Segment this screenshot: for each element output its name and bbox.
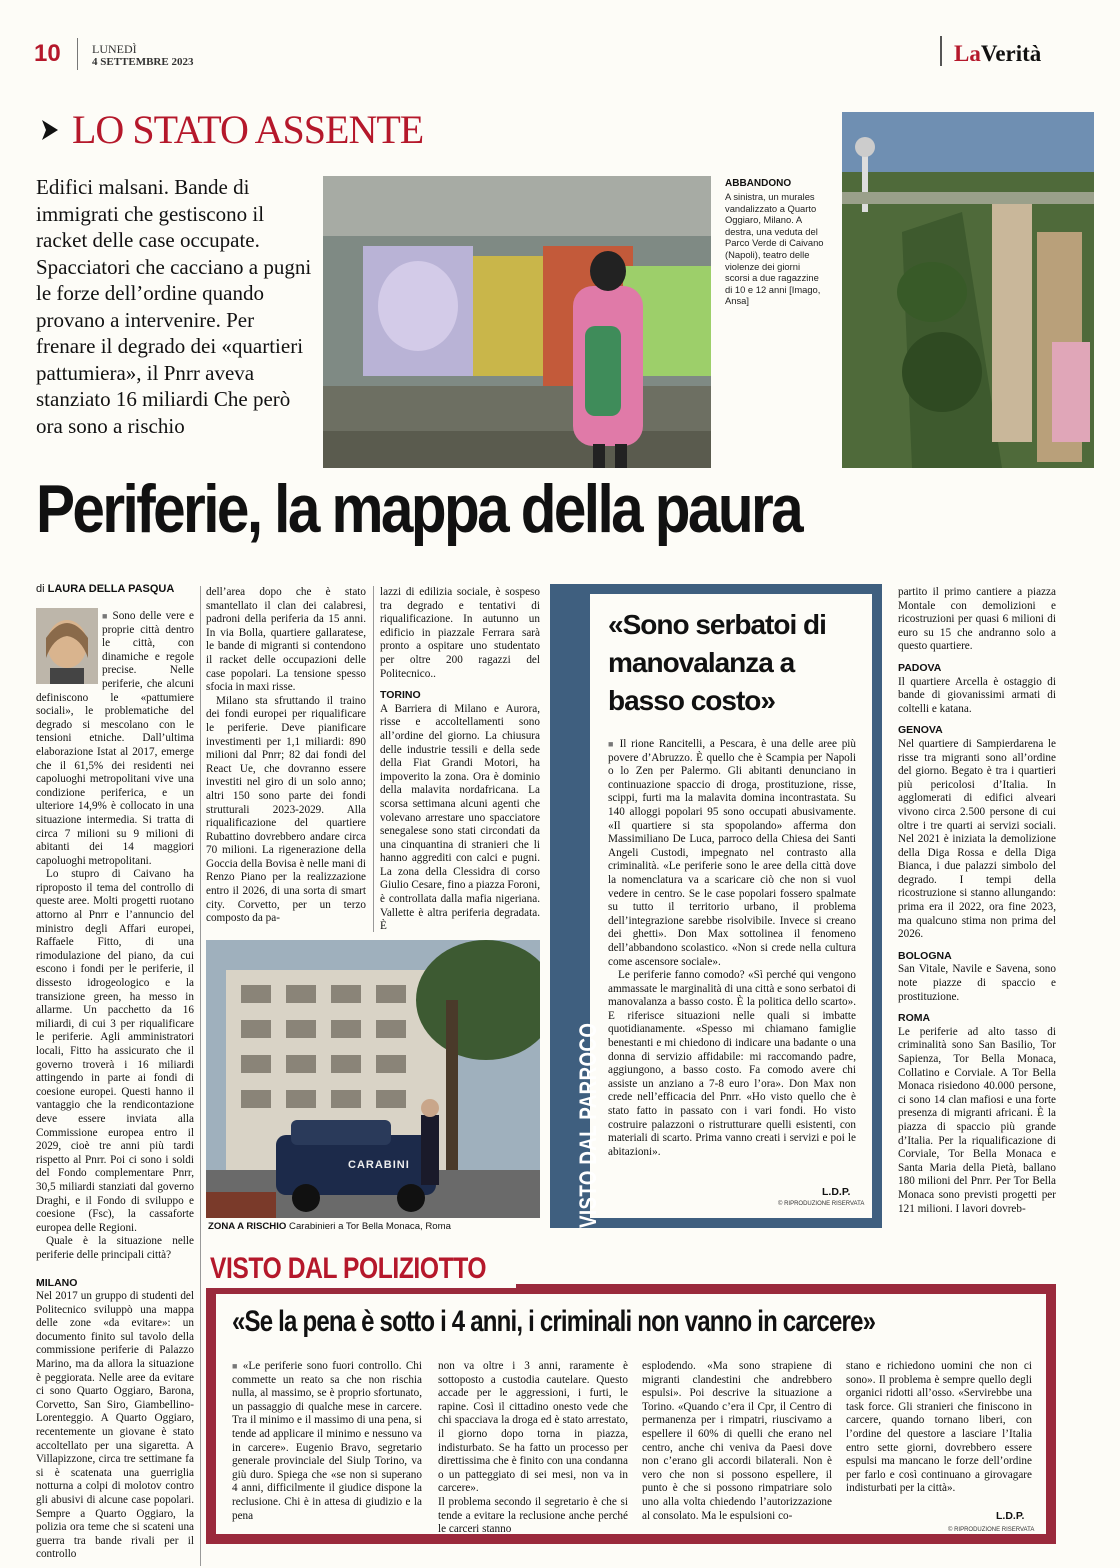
sidebar-parroco-headline: «Sono serbatoi di manovalanza a basso costo» <box>608 609 826 716</box>
box-poliziotto-c3: esplodendo. «Ma sono strapiene di migranti clandestini che andrebbero espulsi». Poi descrive la situazione a Torino. «Quando c’era il Cpr, il Centro di permanenza per i rimpatri, riuscivamo a espellere il 60% di quelli che erano nel centro, anche chi veniva da Paesi dove non c’erano gli accordi bilaterali. Non è vero che non si possono espellere, il punto è che si possono rimpatriare solo uno alla volta chiedendo l’autorizzazione al consolato. Ma le espulsioni co- <box>642 1360 832 1522</box>
sidebar-parroco-copyright: © RIPRODUZIONE RISERVATA <box>778 1201 865 1207</box>
article-col-right <box>898 586 1056 1238</box>
byline-prefix: di <box>36 583 45 595</box>
box-poliziotto-headline: «Se la pena è sotto i 4 anni, i criminali non vanno in carcere» <box>232 1305 876 1338</box>
logo-la: La <box>954 41 981 66</box>
milano-text: Nel 2017 un gruppo di studenti del Politecnico sviluppò una mappa delle zone «da evitare»: un documento finito sul tavolo della commissione periferie di Palazzo Marino, ma da allora la situazione è peggiorata. Nelle aree da evitare ci sono Quarto Oggiaro, Barona, Corvetto, San Siro, Giambellino-Lorenteggio. A Quarto Oggiaro, recentemente un giovane è stato accoltellato per una sigaretta. A Villapizzone, circa tre settimane fa si è scatenata una guerriglia notturna a colpi di molotov contro gli abusivi di alcune case popolari. Sempre a Quarto Oggiaro, la polizia ora teme che si scateni una guerra tra bande rivali per il controllo <box>36 1290 194 1561</box>
article-col3-p1: lazzi di edilizia sociale, è sospeso tra degrado e tentativi di riqualificazione. In autunno un edificio in piazzale Ferrara sarà pronto a ospitare uno studentato per oltre 200 ragazzi del Politecnico.. <box>380 586 540 680</box>
photo-parco-verde-caivano <box>842 112 1094 468</box>
sidebar-parroco-p2: Le periferie fanno comodo? «Sì perché qui vengono ammassate le marginalità di una città e sono serbatoi di manovalanza a basso costo. È la politica dello scarto». E riferisce situazioni nelle quali si imbatte quotidianamente. «Spesso mi chiamano famiglie benestanti e mi chiedono di indicare una badante o una donna di servizio affidabile: mi raccomando padre, aggiungono, a basso costo. Fa comodo avere chi assiste un anziano a 7-8 euro l’ora». Don Max non crede nell’efficacia del Pnrr. «Ho visto quello che è stato fatto in passato con i vari fondi. Ho visto costruire palazzoni o ristrutturare quelli esistenti, con materiali di scarto. Prima vanno creati i servizi e poi le abitazioni». <box>608 969 856 1158</box>
bologna-text: San Vitale, Navile e Savena, sono note piazze di spaccio e prostituzione. <box>898 963 1056 1003</box>
torino-label: TORINO <box>380 689 421 702</box>
photo3-caption-text: Carabinieri a Tor Bella Monaca, Roma <box>289 1221 451 1232</box>
padova-label: PADOVA <box>898 661 942 674</box>
sidebar-parroco-vertical-label: VISTO DAL PARROCO <box>575 1022 602 1228</box>
box-poliziotto-label: VISTO DAL POLIZIOTTO <box>210 1252 487 1285</box>
photo-tor-bella-monaca <box>206 940 540 1218</box>
genova-label: GENOVA <box>898 724 943 737</box>
box-poliziotto-c1: ■ «Le periferie sono fuori controllo. Chi commette un reato sa che non rischia nulla, al massimo, se è proprio sfortunato, un passaggio di qualche mese in carcere. Tra il minimo e il massimo di una pena, si tende ad applicare il minimo e nessuno va in carcere». Eugenio Bravo, segretario generale provinciale del Siulp Torino, va giù duro. Spiega che «se non si superano 4 anni, difficilmente il giudice dispone la reclusione. Chi è in attesa di giudizio e la pena <box>232 1360 422 1523</box>
article-col1-p1: ■ Sono delle vere e proprie città dentro le città, con dinamiche e regole precise. Nelle periferie, che alcuni definiscono le «pattumiere sociali», le problematiche del degrado si mescolano con le tensioni etniche. Dall’ultima elaborazione Istat al 2017, emerge che il 61,5% dei residenti nei capoluoghi metropolitani vive una condizione periferica, e un ulteriore 14,9% è collocato in una situazione intermedia. Si tratta di circa 7 milioni su 9 milioni di abitanti dei 14 maggiori capoluoghi metropolitani. <box>36 610 194 868</box>
photo3-van-lettering: CARABINI <box>348 1159 410 1171</box>
header-date: 4 SETTEMBRE 2023 <box>92 56 194 68</box>
logo-divider <box>940 36 942 66</box>
article-col1-p3: Quale è la situazione nelle periferie delle principali città? <box>36 1235 194 1261</box>
article-col-1 <box>36 610 194 1568</box>
photo-mural-quarto-oggiaro <box>323 176 711 468</box>
photo3-caption <box>208 1221 451 1232</box>
box-poliziotto-col-1 <box>232 1360 422 1538</box>
box-poliziotto-col-4 <box>846 1360 1032 1510</box>
box-poliziotto-col-2 <box>438 1360 628 1538</box>
article-col-2 <box>206 586 366 931</box>
torino-text: A Barriera di Milano e Aurora, risse e accoltellamenti sono all’ordine del giorno. La chiusura delle industrie tessili e della sede della Fiat Grandi Motori, ha impoverito la zona. Ora è dominio della malavita nordafricana. La scorsa settimana alcuni agenti che volevano arrestare uno spacciatore senegalese sono stati circondati da una cinquantina di stranieri che li hanno aggrediti con calci e pugni. La zona della Clessidra di corso Giulio Cesare, fino a piazza Foroni, è controllata dalla mafia nigeriana. Vallette è altra periferia degradata. È <box>380 702 540 931</box>
byline-author: LAURA DELLA PASQUA <box>47 583 175 595</box>
bologna-label: BOLOGNA <box>898 949 952 962</box>
milano-label: MILANO <box>36 1276 78 1289</box>
photo-caption-text: A sinistra, un murales vandalizzato a Quarto Oggiaro, Milano. A destra, una veduta del Parco Verde di Caivano (Napoli), teatro delle violenze dei giorni scorsi a due ragazzine di 10 e 12 anni [Imago, Ansa] <box>725 191 824 307</box>
sidebar-parroco-signature: L.D.P. <box>822 1186 851 1198</box>
box-poliziotto-copyright: © RIPRODUZIONE RISERVATA <box>948 1527 1035 1533</box>
section-title: LO STATO ASSENTE <box>72 107 424 152</box>
article-col2-p2: Milano sta sfruttando il traino dei fondi europei per riqualificare le periferie. Deve pianificare investimenti per 1,1 miliardi: 890 milioni dal Pnrr; 82 dai fondi del React Ue, che dovranno essere investiti nel giro di un solo anno; altri 150 sono parte dei fondi strutturali 2023-2029. Alla riqualificazione del quartiere Rubattino dovrebbero andare circa 70 milioni. La rigenerazione della Goccia della Bovisa è nelle mani di Renzo Piano per la realizzazione entro il 2026, di una sorta di smart city. Corvetto, per un terzo composto da pa- <box>206 694 366 925</box>
right-col-p0: partito il primo cantiere a piazza Montale con demolizioni e ricostruzioni per quasi 6 milioni di euro su 15 che andranno solo a questo quartiere. <box>898 586 1056 653</box>
roma-text: Le periferie ad alto tasso di criminalità sono San Basilio, Tor Sapienza, Tor Bella Monaca, Collatino e Corviale. A Tor Bella Monaca risiedono 40.000 persone, ci sono 14 clan mafiosi e una forte presenza di migranti africani. È la piazza di spaccio più grande d’Italia. Per la riqualificazione di Corviale, Tor Bella Monaca e Santa Maria della Pietà, ballano 180 milioni del Pnrr. Per Tor Bella Monaca sono previsti progetti per 121 milioni. I lavori dovreb- <box>898 1025 1056 1215</box>
logo-verita: Verità <box>980 41 1042 66</box>
page-number: 10 <box>34 40 61 67</box>
article-col2-p1: dell’area dopo che è stato smantellato il clan dei calabresi, padroni della periferia da 15 anni. In via Bolla, quartiere gallaratese, le bande di migranti si contendono il racket delle occupazioni delle case popolari. La tensione spesso sfocia in maxi risse. <box>206 586 366 694</box>
article-col1-p2: Lo stupro di Caivano ha riproposto il tema del controllo di queste aree. Molti progetti ruotano attorno al Pnrr e l’annuncio del ministro degli Affari europei, Raffaele Fitto, di una rimodulazione del piano, da cui escono i fondi per le periferie, il dissesto idrogeologico e la transizione green, ha messo in allarme. Un pacchetto da 16 miliardi, di cui 3 per riqualificare le periferie. Agli amministratori locali, Fitto ha assicurato che il governo troverà i 16 miliardi attingendo in parte ai fondi di coesione europei. Questi hanno il vantaggio che la rendicontazione deve essere inviata alla Commissione europea entro il 2029, cioè tre anni più tardi rispetto al Pnrr. Poi ci sono i soldi del Fondo complementare Pnrr, 30,5 miliardi stanziati dal governo Draghi, e il Fondo di sviluppo e coesione (Fsc), la cassaforte europea delle Regioni. <box>36 868 194 1234</box>
photo-caption-label: ABBANDONO <box>725 178 792 189</box>
column-rule <box>200 586 201 1566</box>
photo3-caption-label: ZONA A RISCHIO <box>208 1221 287 1232</box>
roma-label: ROMA <box>898 1012 931 1025</box>
box-poliziotto-col-3 <box>642 1360 832 1538</box>
byline <box>36 583 174 595</box>
box-poliziotto-c2: non va oltre i 3 anni, raramente è sottoposto a custodia cautelare. Questo accade per le aggressioni, i furti, le rapine. Così il cittadino onesto vede che chi spacciava la droga ed è stato arrestato, il giorno dopo torna in piazza, indisturbato. Se ha fatto un processo per direttissima che è finito con una condanna o un patteggiato di sei mesi, non va in carcere». Il problema secondo il segretario è che si tende a evitare la reclusione anche perché le carceri stanno <box>438 1360 628 1536</box>
section-arrow-icon <box>38 118 62 142</box>
main-headline: Periferie, la mappa della paura <box>36 471 802 547</box>
sidebar-parroco-p1: ■ Il rione Rancitelli, a Pescara, è una delle aree più povere d’Abruzzo. È quello che è Scampia per Napoli o lo Zen per Palermo. Gli abitanti denunciano in continuazione spaccio di droga, prostituzione, risse, scippi, furti ma la malavita domina incontrastata. Su 140 alloggi popolari 95 sono occupati abusivamente. «Il quartiere si sta spopolando» afferma don Massimiliano De Luca, parroco della Chiesa dei Santi Angeli Custodi, impegnato nel contrasto alla criminalità. «Le periferie sono le aree della città dove la nomenclatura va a scaricare ciò che non si vuol vedere in centro. Se le case popolari fossero spalmate su tutto il territorio urbano, il problema dell’integrazione sarebbe risolvibile. Invece si creano dei ghetti». Don Max sottolinea il fenomeno dell’abbandono scolastico. «Non si crede nella cultura come ascensore sociale». <box>608 738 856 969</box>
box-poliziotto-c4: stano e richiedono uomini che non ci sono». Il problema è sempre quello degli organici ridotti all’osso. «Servirebbe una task force. Gli stranieri che finiscono in carcere, quando tornano liberi, con l’ordine del questore a lasciare l’Italia entro sette giorni, dovrebbero essere espulsi ma mancano le forze dell’ordine per farlo e così continuano a girovagare indisturbati per la città». <box>846 1360 1032 1495</box>
article-col-3 <box>380 586 540 931</box>
padova-text: Il quartiere Arcella è ostaggio di bande di giovanissimi armati di coltelli e katana. <box>898 675 1056 715</box>
column-rule <box>373 586 374 932</box>
masthead-logo <box>954 41 1041 67</box>
sidebar-parroco-body <box>608 738 856 1190</box>
box-poliziotto-signature: L.D.P. <box>996 1510 1025 1522</box>
header-day: LUNEDÌ <box>92 42 137 56</box>
header-divider <box>77 38 78 70</box>
genova-text: Nel quartiere di Sampierdarena le risse tra migranti sono all’ordine del giorno. Begato è tra i quartieri più pericolosi d’Italia. In agglomerati di edifici alveari vivono circa 2.500 persone di cui oltre i tre quarti ai servizi sociali. Nel 2021 è iniziata la demolizione della Diga Rossa e della Diga Bianca, i due palazzi simbolo del degrado. I tempi della ricostruzione si stanno allungando: prima era il 2022, ora fine 2023, ma qualcuno stima non prima del 2026. <box>898 737 1056 941</box>
standfirst: Edifici malsani. Bande di immigrati che gestiscono il racket delle case occupate. Spacciatori che cacciano a pugni le forze dell’ordine quando provano a intervenire. Per frenare il degrado dei «quartieri pattumiera», il Pnrr aveva stanziato 16 miliardi Che però ora sono a rischio <box>36 175 312 438</box>
